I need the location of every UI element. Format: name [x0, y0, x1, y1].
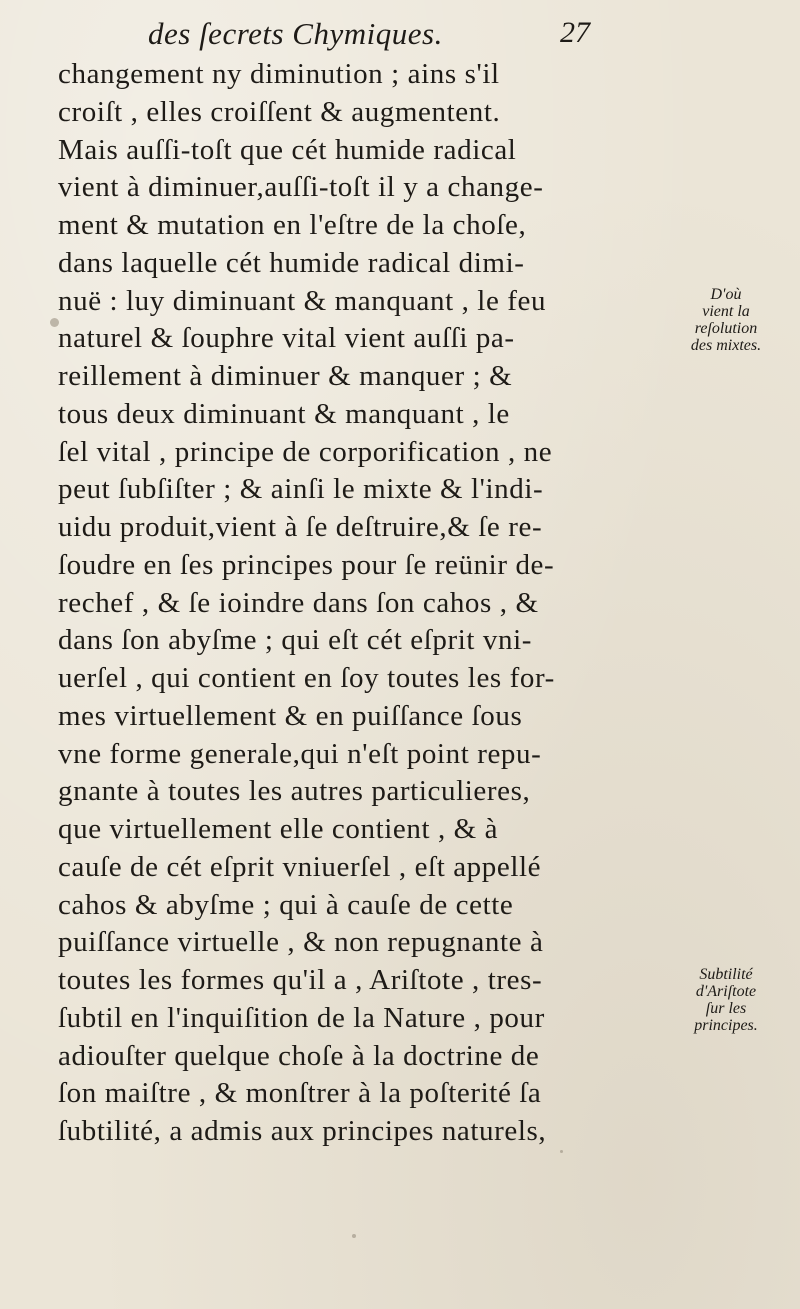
margin-note-line: principes. — [694, 1017, 758, 1034]
margin-note-aristotle — [666, 966, 786, 1034]
text-line: rechef , & ſe ioindre dans ſon cahos , & — [58, 586, 539, 619]
text-line: uidu produit,vient à ſe deſtruire,& ſe re- — [58, 511, 543, 543]
margin-note-line: vient la — [702, 303, 750, 320]
text-line: cahos & abyſme ; qui à cauſe de cette — [58, 888, 514, 921]
text-line: gnante à toutes les autres particulieres, — [58, 775, 531, 808]
text-line: ſoudre en ſes principes pour ſe reünir de- — [58, 548, 555, 581]
ink-speck — [50, 318, 59, 327]
margin-note-line: des mixtes. — [690, 337, 762, 354]
text-line: Mais auſſi-toſt que cét humide radical — [58, 133, 517, 166]
text-line: puiſſance virtuelle , & non repugnante à — [58, 926, 544, 959]
text-line: vne forme generale,qui n'eſt point repu- — [58, 737, 542, 770]
margin-note-line: Subtilité — [699, 966, 753, 983]
text-line: nuë : luy diminuant & manquant , le feu — [58, 284, 547, 317]
text-line: ment & mutation en l'eſtre de la choſe, — [58, 209, 527, 241]
margin-note-resolution — [666, 286, 786, 354]
text-line: changement ny diminution ; ains s'il — [58, 58, 500, 90]
text-line: cauſe de cét eſprit vniuerſel , eſt appellé — [58, 850, 542, 883]
page-header — [0, 14, 800, 54]
text-line: ſel vital , principe de corporification , ne — [58, 435, 553, 468]
text-line: ſubtilité, a admis aux principes naturels, — [58, 1115, 547, 1147]
margin-note-line: d'Ariſtote — [695, 983, 757, 1000]
margin-note-line: reſolution — [694, 320, 758, 337]
text-line: croiſt , elles croiſſent & augmentent. — [58, 95, 501, 128]
text-line: que virtuellement elle contient , & à — [58, 813, 499, 845]
main-text-block — [58, 56, 640, 1151]
text-line: toutes les formes qu'il a , Ariſtote , tres- — [58, 964, 543, 996]
text-line: peut ſubſiſter ; & ainſi le mixte & l'indi- — [58, 473, 544, 506]
text-line: dans ſon abyſme ; qui eſt cét eſprit vni- — [58, 624, 532, 657]
text-line: reillement à diminuer & manquer ; & — [58, 360, 513, 392]
text-line: vient à diminuer,auſſi-toſt il y a change- — [58, 171, 544, 204]
text-line: naturel & ſouphre vital vient auſſi pa- — [58, 322, 515, 355]
ink-speck — [560, 1150, 563, 1153]
text-line: uerſel , qui contient en ſoy toutes les for- — [58, 662, 555, 694]
running-head: des ſecrets Chymiques. — [148, 16, 443, 51]
text-line: tous deux diminuant & manquant , le — [58, 397, 510, 430]
text-line: dans laquelle cét humide radical dimi- — [58, 246, 525, 279]
text-line: ſon maiſtre , & monſtrer à la poſterité ſa — [58, 1077, 542, 1110]
text-line: adiouſter quelque choſe à la doctrine de — [58, 1039, 540, 1072]
margin-note-line: D'où — [710, 286, 742, 303]
margin-note-line: ſur les — [705, 1000, 747, 1017]
text-line: ſubtil en l'inquiſition de la Nature , pour — [58, 1001, 545, 1034]
ink-speck — [352, 1234, 356, 1238]
page-number: 27 — [560, 16, 590, 49]
text-line: mes virtuellement & en puiſſance ſous — [58, 699, 523, 732]
